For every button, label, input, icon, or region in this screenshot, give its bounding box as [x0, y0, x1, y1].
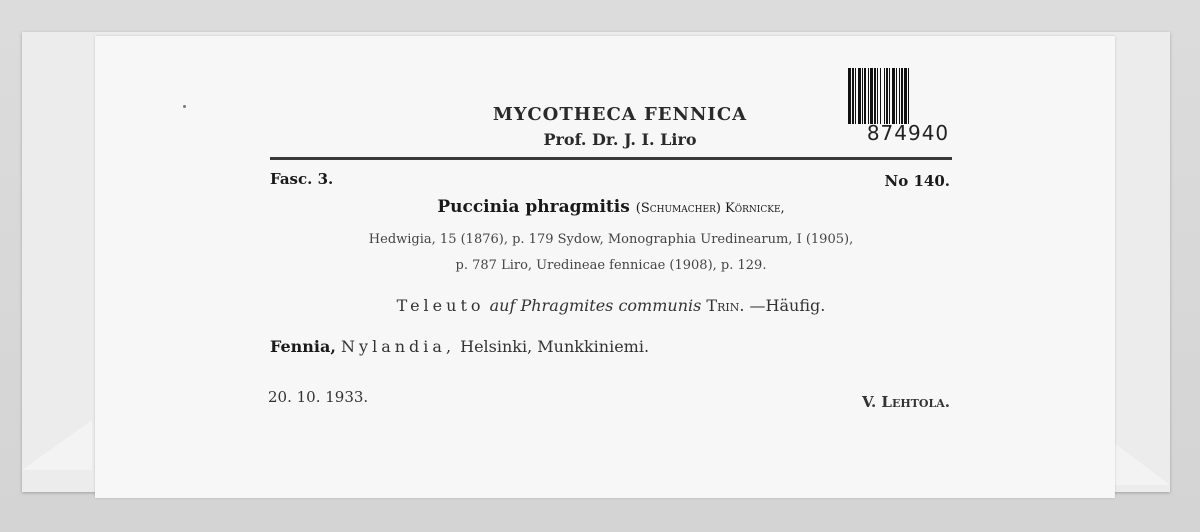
- locality-region: Nylandia,: [341, 337, 456, 356]
- fascicle-label: Fasc. 3.: [270, 170, 334, 188]
- locality-country: Fennia,: [270, 337, 336, 356]
- host-preposition: auf: [489, 296, 516, 315]
- collection-editor: Prof. Dr. J. I. Liro: [543, 130, 697, 149]
- locality-place: Helsinki, Munkkiniemi.: [460, 337, 650, 356]
- species-line: [270, 197, 952, 217]
- host-stage: Teleuto: [396, 296, 485, 315]
- reference-line-2: p. 787 Liro, Uredineae fennicae (1908), p. 129.: [455, 258, 767, 273]
- collection-title: MYCOTHECA FENNICA: [492, 104, 748, 125]
- collection-date: 20. 10. 1933.: [268, 388, 369, 406]
- reference-line-1: Hedwigia, 15 (1876), p. 179 Sydow, Monographia Uredinearum, I (1905),: [368, 232, 854, 247]
- host-author: Trin.: [706, 296, 745, 315]
- specimen-number: No 140.: [884, 172, 950, 190]
- collector-name: V. Lehtola.: [861, 393, 950, 411]
- speck: [183, 105, 186, 108]
- host-line: [270, 296, 952, 315]
- locality-line: [270, 337, 649, 356]
- host-frequency: —Häufig.: [749, 296, 826, 315]
- host-species: Phragmites communis: [520, 296, 702, 315]
- species-author: (Schumacher) Körnicke,: [635, 201, 785, 216]
- barcode-number: 874940: [866, 121, 950, 145]
- barcode-icon: [848, 68, 968, 124]
- envelope-flap-left: [22, 420, 92, 470]
- header-divider: [270, 157, 952, 160]
- envelope-flap-right: [1110, 440, 1170, 485]
- species-name: Puccinia phragmitis: [437, 197, 630, 217]
